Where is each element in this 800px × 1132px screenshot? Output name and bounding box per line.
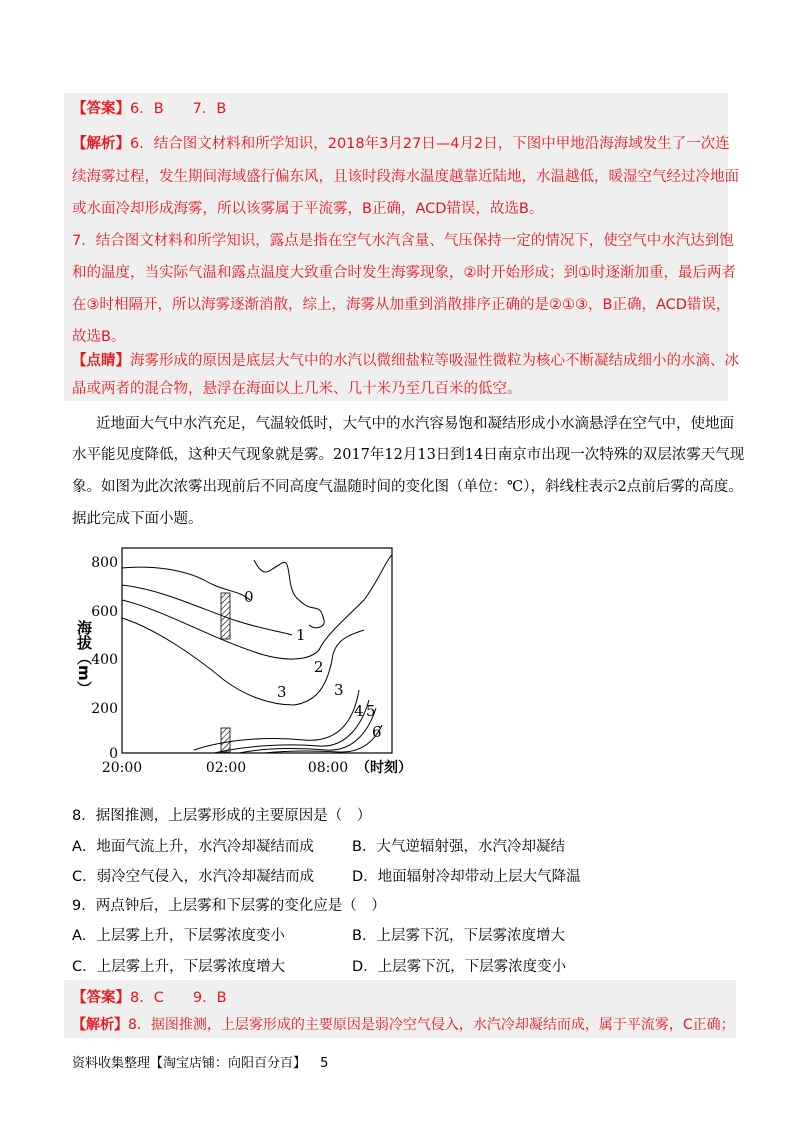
isotherm-label: 6 — [372, 723, 382, 741]
q8-option-d: D．地面辐射冷却带动上层大气降温 — [352, 869, 581, 885]
q8-option-c: C．弱冷空气侵入，水汽冷却凝结而成 — [72, 869, 315, 885]
plot-frame — [122, 548, 392, 753]
isotherm-2 — [122, 555, 392, 659]
isotherm-label: 4 — [354, 702, 364, 720]
x-tick: 20:00 — [101, 760, 143, 776]
y-axis-label: 海拔（m） — [75, 620, 93, 696]
analysis-line-2: 续海雾过程，发生期间海域盛行偏东风，且该时段海水温度越靠近陆地，水温越低，暖湿空气经过冷地面 — [72, 169, 739, 185]
isotherm-label: 5 — [366, 702, 376, 720]
q8-option-b: B．大气逆辐射强，水汽冷却凝结 — [352, 839, 565, 855]
y-tick: 200 — [91, 701, 118, 717]
analysis-line-5: 和的温度，当实际气温和露点温度大致重合时发生海雾现象，②时开始形成；到①时逐渐加重，最后两者 — [72, 265, 736, 281]
answer-block-1 — [64, 93, 739, 401]
upper-fog-column — [221, 593, 230, 639]
tip-tag: 【点睛】 — [72, 353, 130, 369]
answer-line — [72, 97, 226, 118]
analysis-line-7: 故选B。 — [72, 329, 126, 345]
answer-block-2 — [64, 980, 736, 1038]
analysis-line: 【解析】8．据图推测，上层雾形成的主要原因是弱冷空气侵入，水汽冷却凝结而成，属于平流雾，C正确； — [72, 1017, 735, 1033]
isotherm-label: 0 — [244, 588, 254, 606]
q9-stem: 9．两点钟后，上层雾和下层雾的变化应是（ ） — [72, 898, 386, 914]
answer-text: 6．B 7．B — [130, 101, 227, 117]
y-tick: 0 — [109, 746, 118, 762]
x-axis-label: （时刻） — [356, 760, 412, 776]
q9-option-b: B．上层雾下沉，下层雾浓度增大 — [352, 928, 565, 944]
isotherm-figure — [64, 540, 424, 780]
isotherm-lines — [122, 555, 392, 753]
passage-line: 象。如图为此次浓雾出现前后不同高度气温随时间的变化图（单位：℃），斜线柱表示2点前后雾的高度。 — [72, 479, 743, 495]
analysis-tag: 【解析】 — [72, 1017, 128, 1033]
isotherm-4 — [214, 700, 369, 753]
analysis-line-1: 【解析】6．结合图文材料和所学知识，2018年3月27日—4月2日，下图中甲地沿海海域发生了一次连 — [72, 136, 730, 152]
q9-option-c: C．上层雾上升，下层雾浓度增大 — [72, 959, 286, 975]
page-number: 5 — [320, 1056, 329, 1071]
passage-line: 近地面大气中水汽充足，气温较低时，大气中的水汽容易饱和凝结形成小水滴悬浮在空气中，使地面 — [96, 416, 734, 432]
y-tick: 400 — [91, 652, 118, 668]
q8-option-a: A．地面气流上升，水汽冷却凝结而成 — [72, 839, 314, 855]
analysis-line-6: 在③时相隔开，所以海雾逐渐消散，综上，海雾从加重到消散排序正确的是②①③，B正确，ACD错误， — [72, 297, 731, 313]
analysis-line-4: 7．结合图文材料和所学知识，露点是指在空气水汽含量、气压保持一定的情况下，使空气中水汽达到饱 — [72, 233, 734, 249]
isotherm-label: 1 — [296, 626, 306, 644]
tip-line-2: 晶或两者的混合物，悬浮在海面以上几米、几十米乃至几百米的低空。 — [72, 381, 522, 397]
tip-line-1: 【点睛】海雾形成的原因是底层大气中的水汽以微细盐粒等吸湿性微粒为核心不断凝结成细小的水滴、冰 — [72, 353, 739, 369]
isotherm-1-upper — [254, 560, 324, 628]
isotherm-label: 3 — [277, 683, 287, 701]
answer-tag: 【答案】 — [72, 101, 130, 117]
x-tick: 02:00 — [205, 760, 247, 776]
y-tick: 600 — [91, 604, 118, 620]
analysis-tag: 【解析】 — [72, 136, 130, 152]
q8-stem: 8．据图推测，上层雾形成的主要原因是（ ） — [72, 808, 372, 824]
isotherm-0 — [122, 567, 250, 600]
isotherm-1 — [122, 585, 292, 635]
isotherm-label: 3 — [334, 681, 344, 699]
isotherm-label: 2 — [314, 658, 324, 676]
passage-line: 据此完成下面小题。 — [72, 511, 203, 527]
lower-fog-column — [221, 728, 230, 752]
q9-option-a: A．上层雾上升，下层雾浓度变小 — [72, 928, 285, 944]
isotherm-labels — [244, 588, 382, 741]
footer-text: 资料收集整理【淘宝店铺：向阳百分百】 — [72, 1056, 307, 1071]
page-footer — [72, 1052, 328, 1071]
passage-line: 水平能见度降低，这种天气现象就是雾。2017年12月13日到14日南京市出现一次特殊的双层浓雾天气现 — [72, 447, 745, 463]
x-tick: 08:00 — [307, 760, 349, 776]
answer-text: 8．C 9．B — [130, 990, 227, 1006]
isotherm-chart — [64, 540, 424, 780]
q9-option-d: D．上层雾下沉，下层雾浓度变小 — [352, 959, 567, 975]
answer-line — [72, 986, 227, 1007]
isotherm-3 — [122, 618, 364, 705]
analysis-line-3: 或水面冷却形成海雾，所以该雾属于平流雾，B正确，ACD错误，故选B。 — [72, 201, 544, 217]
y-tick: 800 — [91, 555, 118, 571]
answer-tag: 【答案】 — [72, 990, 130, 1006]
